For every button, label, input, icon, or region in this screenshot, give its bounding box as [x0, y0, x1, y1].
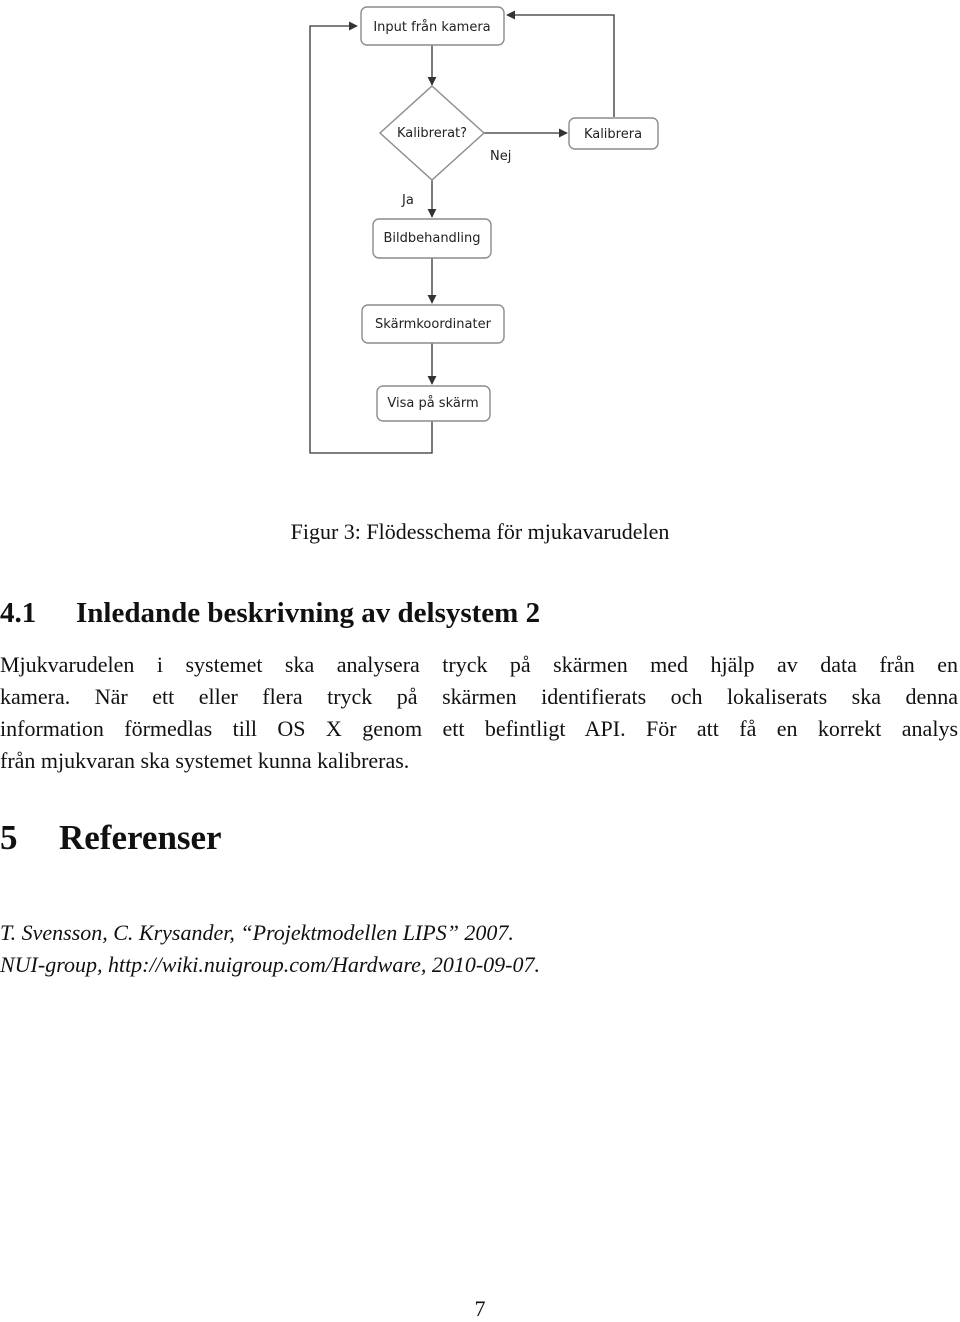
page-number: 7 — [474, 1296, 486, 1321]
node-decision — [380, 86, 484, 180]
section-title: Inledande beskrivning av delsystem 2 — [76, 597, 541, 629]
edge-label-no: Nej — [490, 149, 512, 164]
reference-item: T. Svensson, C. Krysander, “Projektmodellen LIPS” 2007. — [0, 920, 514, 945]
node-decision-label: Kalibrerat? — [396, 126, 468, 141]
section-number: 4.1 — [0, 597, 37, 629]
paragraph-line: från mjukvaran ska systemet kunna kalibreras. — [0, 748, 410, 773]
node-coords-label: Skärmkoordinater — [375, 317, 491, 332]
node-coords — [362, 305, 504, 343]
section-title: Referenser — [59, 818, 222, 857]
node-calibrate — [569, 118, 658, 149]
node-display — [377, 386, 490, 421]
paragraph-line: Mjukvarudelen i systemet ska analysera tryck på skärmen med hjälp av data från en — [0, 652, 958, 677]
figure-caption — [0, 519, 960, 545]
flowchart-figure — [0, 0, 960, 470]
edge-label-yes: Ja — [402, 193, 414, 208]
node-input — [361, 7, 504, 45]
node-processing-label: Bildbehandling — [383, 231, 481, 246]
node-input-label: Input från kamera — [373, 20, 491, 35]
section-heading-5 — [0, 818, 222, 858]
figure-caption-text: Figur 3: Flödesschema för mjukavarudelen — [290, 519, 670, 544]
reference-item: NUI-group, http://wiki.nuigroup.com/Hardware, 2010-09-07. — [0, 952, 540, 977]
paragraph-line: information förmedlas till OS X genom ett befintligt API. För att få en korrekt analys — [0, 716, 958, 741]
section-heading-4-1 — [0, 597, 540, 630]
paragraph-line: kamera. När ett eller flera tryck på skärmen identifierats och lokaliserats ska denna — [0, 684, 958, 709]
section-number: 5 — [0, 818, 18, 857]
section-4-1-paragraph — [0, 649, 958, 777]
edge-calibrate-to-input — [507, 15, 614, 117]
node-calibrate-label: Kalibrera — [583, 127, 643, 142]
node-processing — [373, 219, 491, 258]
node-display-label: Visa på skärm — [387, 396, 479, 411]
reference-list — [0, 917, 540, 981]
